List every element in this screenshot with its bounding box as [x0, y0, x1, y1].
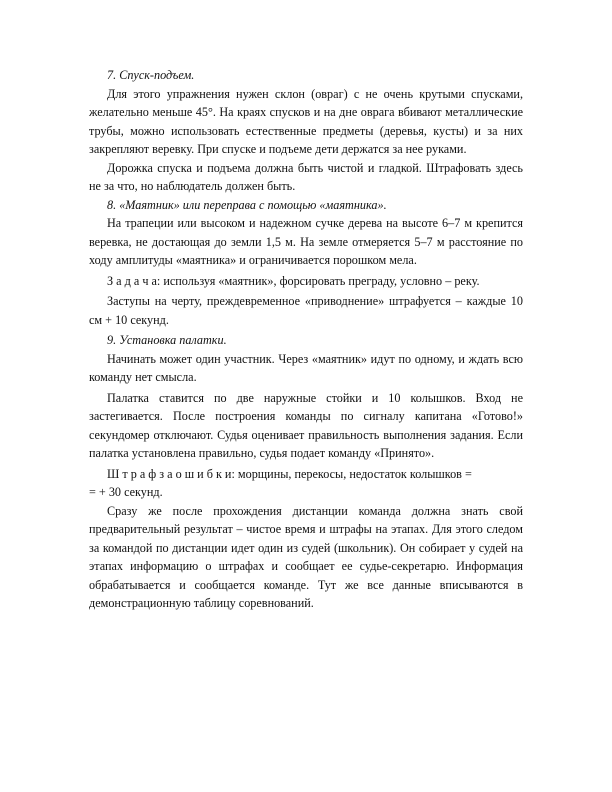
task-label: З а д а ч а: [107, 273, 161, 288]
penalty-label: Ш т р а ф з а о ш и б к и: [107, 466, 235, 481]
section-8-paragraph-3: Заступы на черту, преждевременное «приводнение» штрафуется – каждые 10 см + 10 секунд. [89, 294, 523, 327]
section-9-penalty-paragraph [89, 465, 523, 484]
section-9-paragraph-1: Начинать может один участник. Через «маятник» идут по одному, и ждать всю команду нет смысла. [89, 351, 523, 384]
section-9-paragraph-2: Палатка ставится по две наружные стойки и 10 колышков. Вход не застегивается. После построения команды по сигналу капитана «Готово!» секундомер отключают. Судья оценивает правильность выполнения задания. Если палатка установлена правильно, судья подает команду «Принято». [89, 390, 523, 460]
section-9-paragraph-4: Сразу же после прохождения дистанции команда должна знать свой предварительный результат – чистое время и штрафы на этапах. Для этого следом за командой по дистанции идет один из судей (школьник). Он собирает у судей на этапах информацию о штрафах и сообщает ее судье-секретарю. Информация обрабатывается и сообщается команде. Тут же все данные вписываются в демонстрационную таблицу соревнований. [89, 503, 523, 610]
section-7-paragraph-1: Для этого упражнения нужен склон (овраг) с не очень крутыми спусками, желательно меньше 45°. На краях спусков и на дне оврага вбивают металлические трубы, можно использовать естественные предметы (деревья, кусты) и за них закрепляют веревку. При спуске и подъеме дети держатся за нее руками. [89, 86, 523, 156]
section-7-paragraph-2: Дорожка спуска и подъема должна быть чистой и гладкой. Штрафовать здесь не за что, но наблюдатель должен быть. [89, 160, 523, 193]
section-8-title: 8. «Маятник» или переправа с помощью «маятника». [107, 197, 387, 212]
task-text: используя «маятник», форсировать преграду, условно – реку. [160, 273, 480, 288]
section-8-paragraph-1: На трапеции или высоком и надежном сучке дерева на высоте 6–7 м крепится веревка, не достающая до земли 1,5 м. На земле отмеряется 5–7 м расстояние по ходу амплитуды «маятника» и ограничивается порошком мела. [89, 216, 523, 267]
penalty-text: морщины, перекосы, недостаток колышков = [234, 466, 472, 481]
document-page [89, 66, 523, 613]
section-8-task-paragraph [89, 272, 523, 291]
section-7-title: 7. Спуск-подъем. [107, 68, 195, 82]
section-9-title: 9. Установка палатки. [107, 333, 227, 347]
section-9-penalty-value: = + 30 секунд. [89, 485, 163, 499]
